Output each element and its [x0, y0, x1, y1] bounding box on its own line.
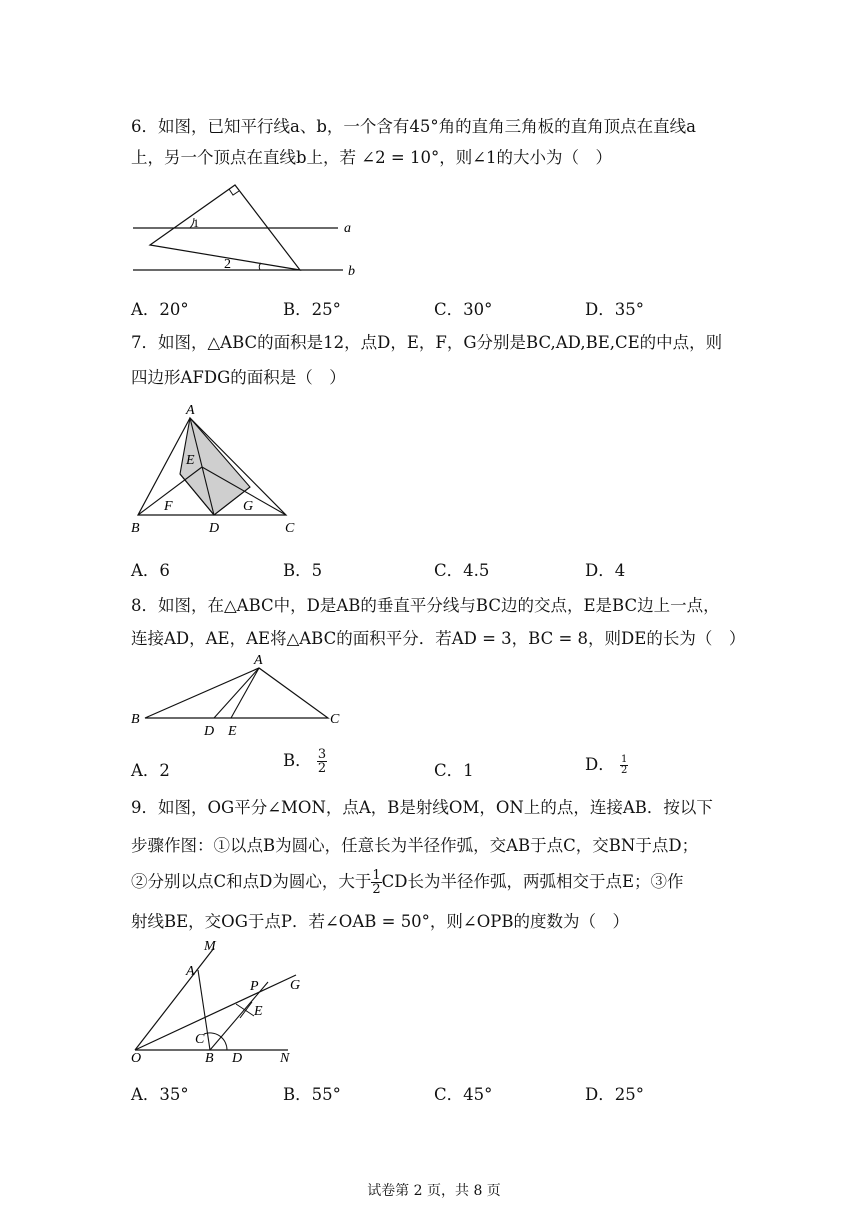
point-M-label: M	[204, 939, 216, 954]
q8-option-c: C．1	[434, 761, 474, 780]
q8-option-d-fraction	[620, 755, 628, 776]
q9-text-line3a: ②分别以点C和点D为圆心，大于	[131, 872, 372, 891]
point-C-label: C	[285, 521, 295, 536]
point-D-label: D	[209, 521, 220, 536]
q8-option-b-letter: B．	[283, 751, 312, 770]
q9-text-line4: 射线BE，交OG于点P．若∠OAB = 50°，则∠OPB的度数为（ ）	[131, 912, 630, 931]
point-C-label: C	[195, 1032, 205, 1047]
q6-text-line2: 上，另一个顶点在直线b上，若 ∠2 = 10°，则∠1的大小为（ ）	[131, 148, 613, 167]
point-D-label: D	[204, 724, 215, 739]
q9-text-line3	[131, 868, 684, 896]
q8-option-d	[585, 751, 628, 776]
point-O-label: O	[131, 1051, 142, 1066]
point-B-label: B	[131, 521, 140, 536]
line-b-label: b	[348, 264, 355, 279]
q9-text-line2: 步骤作图：①以点B为圆心，任意长为半径作弧，交AB于点C，交BN于点D；	[131, 836, 699, 855]
q6-text-line1: 6．如图，已知平行线a、b，一个含有45°角的直角三角板的直角顶点在直线a	[131, 117, 696, 136]
q9-option-b: B．55°	[283, 1085, 341, 1104]
q8-figure	[128, 650, 348, 740]
q7-option-b: B．5	[283, 561, 323, 580]
point-F-label: F	[164, 499, 173, 514]
q8-option-b-fraction	[317, 748, 327, 775]
q9-figure	[128, 938, 318, 1068]
fraction-denominator: 2	[620, 765, 628, 776]
q7-option-a: A．6	[131, 561, 170, 580]
point-E-label: E	[186, 453, 195, 468]
point-B-label: B	[205, 1051, 214, 1066]
point-N-label: N	[280, 1051, 290, 1066]
point-B-label: B	[131, 712, 140, 727]
q8-option-b	[283, 747, 327, 775]
point-A-label: A	[186, 403, 195, 418]
point-G-label: G	[243, 499, 254, 514]
q7-option-d: D．4	[585, 561, 626, 580]
point-C-label: C	[330, 712, 340, 727]
fraction-numerator: 3	[317, 747, 327, 762]
angle-1-label: 1	[193, 216, 199, 230]
q8-text-line2: 连接AD，AE，AE将△ABC的面积平分．若AD = 3，BC = 8，则DE的长为（ ）	[131, 629, 746, 648]
q6-figure	[128, 180, 368, 280]
fraction-numerator: 1	[372, 868, 381, 883]
q6-option-a: A．20°	[131, 300, 189, 319]
fraction-denominator: 2	[317, 761, 327, 776]
q9-option-c: C．45°	[434, 1085, 493, 1104]
point-D-label: D	[232, 1051, 243, 1066]
q6-option-b: B．25°	[283, 300, 341, 319]
q7-text-line1: 7．如图，△ABC的面积是12，点D，E，F，G分别是BC,AD,BE,CE的中点，则	[131, 333, 723, 352]
fraction-denominator: 2	[372, 882, 381, 897]
point-G-label: G	[290, 978, 301, 993]
angle-2-label: 2	[224, 257, 231, 272]
q7-figure	[128, 398, 308, 538]
point-A-label: A	[186, 964, 195, 979]
q8-text-line1: 8．如图，在△ABC中，D是AB的垂直平分线与BC边的交点，E是BC边上一点，	[131, 596, 720, 615]
q9-option-d: D．25°	[585, 1085, 644, 1104]
q9-text-line1: 9．如图，OG平分∠MON，点A，B是射线OM，ON上的点，连接AB．按以下	[131, 798, 713, 817]
point-E-label: E	[254, 1004, 263, 1019]
line-a-label: a	[344, 221, 351, 236]
fraction-numerator: 1	[620, 754, 628, 765]
point-P-label: P	[250, 979, 259, 994]
q9-fraction	[371, 869, 381, 896]
q6-option-c: C．30°	[434, 300, 493, 319]
point-E-label: E	[228, 724, 237, 739]
q8-option-d-letter: D．	[585, 755, 615, 774]
q9-text-line3b: CD长为半径作弧，两弧相交于点E；③作	[381, 872, 684, 891]
q6-option-d: D．35°	[585, 300, 644, 319]
q7-text-line2: 四边形AFDG的面积是（ ）	[131, 368, 346, 387]
q9-option-a: A．35°	[131, 1085, 189, 1104]
page-footer: 试卷第 2 页，共 8 页	[367, 1183, 501, 1199]
q8-option-a: A．2	[131, 761, 170, 780]
q7-option-c: C．4.5	[434, 561, 490, 580]
point-A-label: A	[254, 653, 263, 668]
